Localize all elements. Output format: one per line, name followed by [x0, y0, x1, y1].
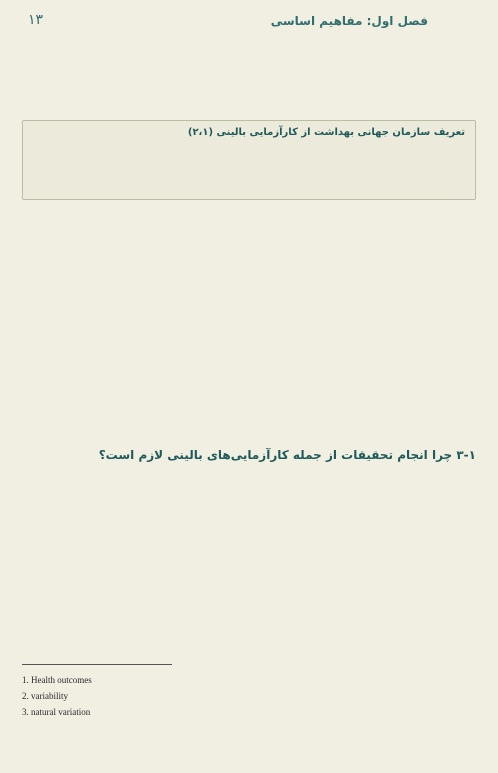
- definition-box-body: [33, 145, 465, 195]
- page-content: [22, 54, 476, 674]
- paragraph-2: [22, 224, 476, 288]
- footnote-rule: [22, 664, 172, 665]
- paragraph-4: [22, 382, 476, 418]
- footnotes: [22, 672, 92, 720]
- definition-box-title: تعریف سازمان جهانی بهداشت از کارآزمایی بالینی (۲،۱): [187, 127, 465, 138]
- paragraph-3: [22, 294, 476, 376]
- paragraph-5: [22, 464, 476, 626]
- page-number: ۱۳: [28, 12, 44, 28]
- footnote-3: 3. natural variation: [22, 707, 91, 717]
- footnote-1: 1. Health outcomes: [22, 675, 92, 685]
- page-header: [0, 0, 498, 48]
- paragraph-1: [22, 54, 476, 108]
- section-heading: ۳-۱ چرا انجام تحقیقات از جمله کارآزمایی‌های بالینی لازم است؟: [98, 447, 476, 462]
- definition-box: [22, 120, 476, 200]
- chapter-title: فصل اول: مفاهیم اساسی: [270, 14, 428, 28]
- footnote-2: 2. variability: [22, 691, 68, 701]
